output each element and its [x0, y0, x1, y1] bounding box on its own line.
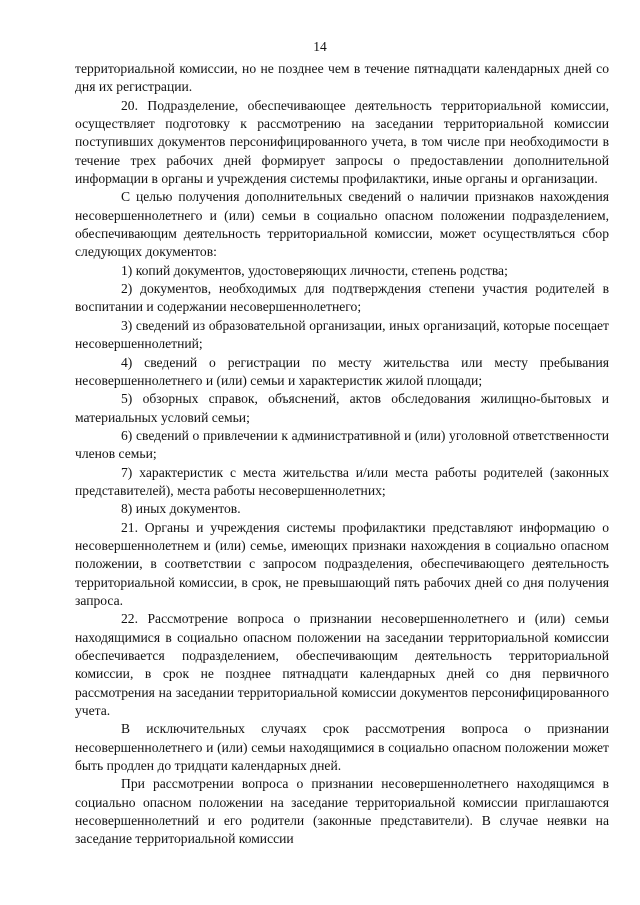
paragraph-item-22: 22. Рассмотрение вопроса о признании несовершеннолетнего и (или) семьи находящимися в социально опасном положении на заседании территориальной комиссии обеспечивается подразделением, обеспечивающим деятельность территориальной комиссии, в срок не позднее пятнадцати календарных дней со дня первичного рассмотрения на заседании территориальной комиссии документов персонифицированного учета.: [75, 611, 609, 719]
list-item-5: 5) обзорных справок, объяснений, актов обследования жилищно-бытовых и материальных условий семьи;: [75, 391, 609, 425]
paragraph-additional-info-intro: С целью получения дополнительных сведений о наличии признаков нахождения несовершеннолетнего и (или) семьи в социально опасном положении подразделением, обеспечивающим деятельность территориальной комиссии, может осуществляться сбор следующих документов:: [75, 189, 609, 260]
page-number: 14: [313, 39, 327, 54]
list-item-1: 1) копий документов, удостоверяющих личности, степень родства;: [121, 262, 508, 278]
document-body: [75, 60, 609, 849]
paragraph-item-21: 21. Органы и учреждения системы профилактики представляют информацию о несовершеннолетнем и (или) семье, имеющих признаки нахождения в социально опасном положении, в соответствии с запросом подразделения, обеспечивающего деятельность территориальной комиссии, в срок, не превышающий пять рабочих дней со дня получения запроса.: [75, 519, 609, 608]
list-item-4: 4) сведений о регистрации по месту жительства или месту пребывания несовершеннолетнего и (или) семьи и характеристик жилой площади;: [75, 354, 609, 388]
paragraph-continuation: территориальной комиссии, но не позднее чем в течение пятнадцати календарных дней со дня их регистрации.: [75, 61, 609, 95]
paragraph-exceptional-cases: В исключительных случаях срок рассмотрения вопроса о признании несовершеннолетнего и (или) семьи находящимися в социально опасном положении может быть продлен до тридцати календарных дней.: [75, 721, 609, 774]
list-item-2: 2) документов, необходимых для подтверждения степени участия родителей в воспитании и содержании несовершеннолетнего;: [75, 281, 609, 315]
paragraph-item-20: 20. Подразделение, обеспечивающее деятельность территориальной комиссии, осуществляет подготовку к рассмотрению на заседании территориальной комиссии поступивших документов персонифицированного учета, в том числе при необходимости в течение трех рабочих дней формирует запросы о предоставлении дополнительной информации в органы и учреждения системы профилактики, иные органы и организации.: [75, 97, 609, 187]
list-item-6: 6) сведений о привлечении к административной и (или) уголовной ответственности членов семьи;: [75, 427, 609, 462]
paragraph-invitation: При рассмотрении вопроса о признании несовершеннолетнего находящимся в социально опасном положении на заседание территориальной комиссии приглашаются несовершеннолетний и его родители (законные представители). В случае неявки на заседание территориальной комиссии: [75, 776, 609, 847]
list-item-3: 3) сведений из образовательной организации, иных организаций, которые посещает несовершеннолетний;: [75, 317, 609, 352]
list-item-8: 8) иных документов.: [121, 501, 241, 517]
list-item-7: 7) характеристик с места жительства и/или места работы родителей (законных представителей), места работы несовершеннолетних;: [75, 464, 609, 498]
